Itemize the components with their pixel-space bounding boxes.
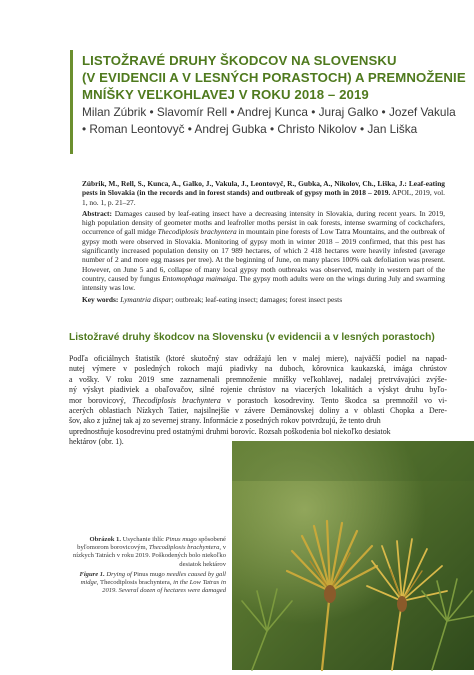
body-text-fragment: v porastoch kosodreviny. Tento škodca sa premnožil vo vi- bbox=[227, 395, 447, 405]
body-line: a vošky. V roku 2019 sme zaznamenali premnoženie mníšky veľkohlavej, nadalej pretrvávajúci zvýše- bbox=[69, 374, 447, 384]
body-line: uprednostňuje kosodrevinu pred ostatnými druhmi borovíc. Rozsah poškodenia bol niekoľko desiatok bbox=[69, 426, 391, 436]
title-accent-bar bbox=[70, 50, 73, 154]
abstract-text-1: Damages caused by leaf-eating insect have a decreasing intensity in Slovakia, during recent years. In 2019, high population density of geometer moths and leafroller moths persist in oak forests, intense swarming of cockchafers, occurrence of gall midge bbox=[82, 208, 445, 237]
caption-english bbox=[66, 571, 226, 596]
pine-needle-photo bbox=[232, 441, 474, 670]
body-text-fragment: mor borovicový, bbox=[69, 395, 126, 405]
caption-sk-label: Obrázok 1. bbox=[89, 536, 122, 543]
abstract-label: Abstract: bbox=[82, 208, 112, 218]
abstract-block bbox=[82, 179, 445, 306]
citation bbox=[82, 179, 445, 207]
caption-sk-text: , v nízkych Tatrách v roku 2019. Poškodených bolo niekoľko desiatok hektárov bbox=[73, 544, 226, 568]
caption-sk-text: Usychanie ihlíc bbox=[122, 536, 164, 543]
caption-en-label: Figure 1. bbox=[79, 570, 105, 578]
keywords bbox=[82, 295, 445, 304]
caption-en-species: Thecodiplosis brachyntera bbox=[100, 579, 170, 587]
citation-title: Leaf-eating pests in Slovakia (in the records and in forest stands) and outbreak of gypsy moth in 2018 – 2019. bbox=[82, 179, 445, 198]
abstract-paragraph bbox=[82, 209, 445, 293]
section-heading: Listožravé druhy škodcov na Slovensku (v evidencii a v lesných porastoch) bbox=[69, 332, 435, 343]
abstract-species-2: Entomophaga maimaiga bbox=[162, 273, 236, 283]
figure-caption bbox=[66, 536, 226, 597]
caption-sk-text: spôsobené byľomorom borovicovým, bbox=[77, 536, 226, 552]
authors-line-1: Milan Zúbrik • Slavomír Rell • Andrej Kunca • Juraj Galko • Jozef Vakula bbox=[82, 105, 456, 119]
body-line: Podľa oficiálnych štatistík (ktoré skutočný stav odrážajú len v malej miere), najväčší podiel na napad- bbox=[69, 354, 447, 363]
title-line-3: MNÍŠKY VEĽKOHLAVEJ V ROKU 2018 – 2019 bbox=[82, 87, 369, 102]
body-line: šov, ako z južnej tak aj zo severnej strany. Informácie z posedných rokov potvrdzujú, že tento druh bbox=[69, 416, 381, 426]
body-line: hektárov (obr. 1). bbox=[69, 437, 124, 447]
author-list bbox=[82, 104, 456, 138]
caption-sk-species: Thecodiplosis brachyntera bbox=[148, 544, 220, 552]
abstract-text-2: in mountain pine forests of Low Tatra Mountains, and the outbreak of gypsy moth were observed in Slovakia. Monitoring of gypsy moth in winter 2018 – 2019 confirmed, that this pest has significantly increased population density on 17 989 hectares, of which 2 418 hectares were heavily infested (average number of 2 and more egg masses per tree). At the beginning of June, on many places 100% oak defoliation was present. However, on June 5 and 6, collapse of many local gypsy moth outbreaks was observed, mainly in western part of the country, caused by fungus bbox=[82, 227, 445, 283]
body-line bbox=[69, 396, 447, 406]
body-line: acerých oblastiach Nízkych Tatier, najsilnejšie v závere Demänovskej doliny a v oblasti Chopka a Dere- bbox=[69, 406, 447, 416]
citation-source: APOL, 2019, vol. 1, no. 1, p. 21–27. bbox=[82, 188, 445, 207]
title-line-1: LISTOŽRAVÉ DRUHY ŠKODCOV NA SLOVENSKU bbox=[82, 53, 397, 68]
caption-en-text: needles caused by gall midge, bbox=[80, 570, 226, 587]
title-line-2: (V EVIDENCII A V LESNÝCH PORASTOCH) A PREMNOŽENIE bbox=[82, 70, 466, 85]
caption-sk-species: Pinus mugo bbox=[165, 536, 197, 543]
keywords-species: Lymantria dispar bbox=[120, 294, 172, 304]
body-line: ný výskyt piadiviek a obaľovačov, silné rojenie chrústov na viacerých lokalitách a výskyt druhu byľo- bbox=[69, 385, 447, 395]
body-species: Thecodiplosis brachyntera bbox=[132, 395, 221, 405]
abstract-text-3: . The gypsy moth adults were on the wings during July and swarming intensity was low. bbox=[82, 273, 445, 293]
caption-en-species: Pinus mugo bbox=[133, 570, 165, 578]
keywords-label: Key words: bbox=[82, 294, 119, 304]
abstract-species-1: Thecodiplosis brachyntera bbox=[157, 227, 237, 237]
caption-en-text: , in the Low Tatras in 2019. Several dozen of hectares were damaged bbox=[102, 579, 226, 595]
authors-line-2: • Roman Leontovyč • Andrej Gubka • Christo Nikolov • Jan Liška bbox=[82, 122, 418, 136]
citation-authors: Zúbrik, M., Rell, S., Kunca, A., Galko, J., Vakula, J., Leontovyč, R., Gubka, A., Nikolov, Ch., Liška, J.: bbox=[82, 179, 407, 188]
caption-slovak bbox=[66, 536, 226, 569]
body-line: nutej výmere v posledných rokoch majú piadivky na duboch, kôrovnica kaukazská, imága chrústov bbox=[69, 364, 447, 374]
keywords-text: ; outbreak; leaf-eating insect; damages; forest insect pests bbox=[171, 294, 343, 304]
caption-en-text: Drying of bbox=[106, 570, 132, 578]
body-text bbox=[69, 354, 447, 448]
article-title bbox=[82, 52, 466, 103]
